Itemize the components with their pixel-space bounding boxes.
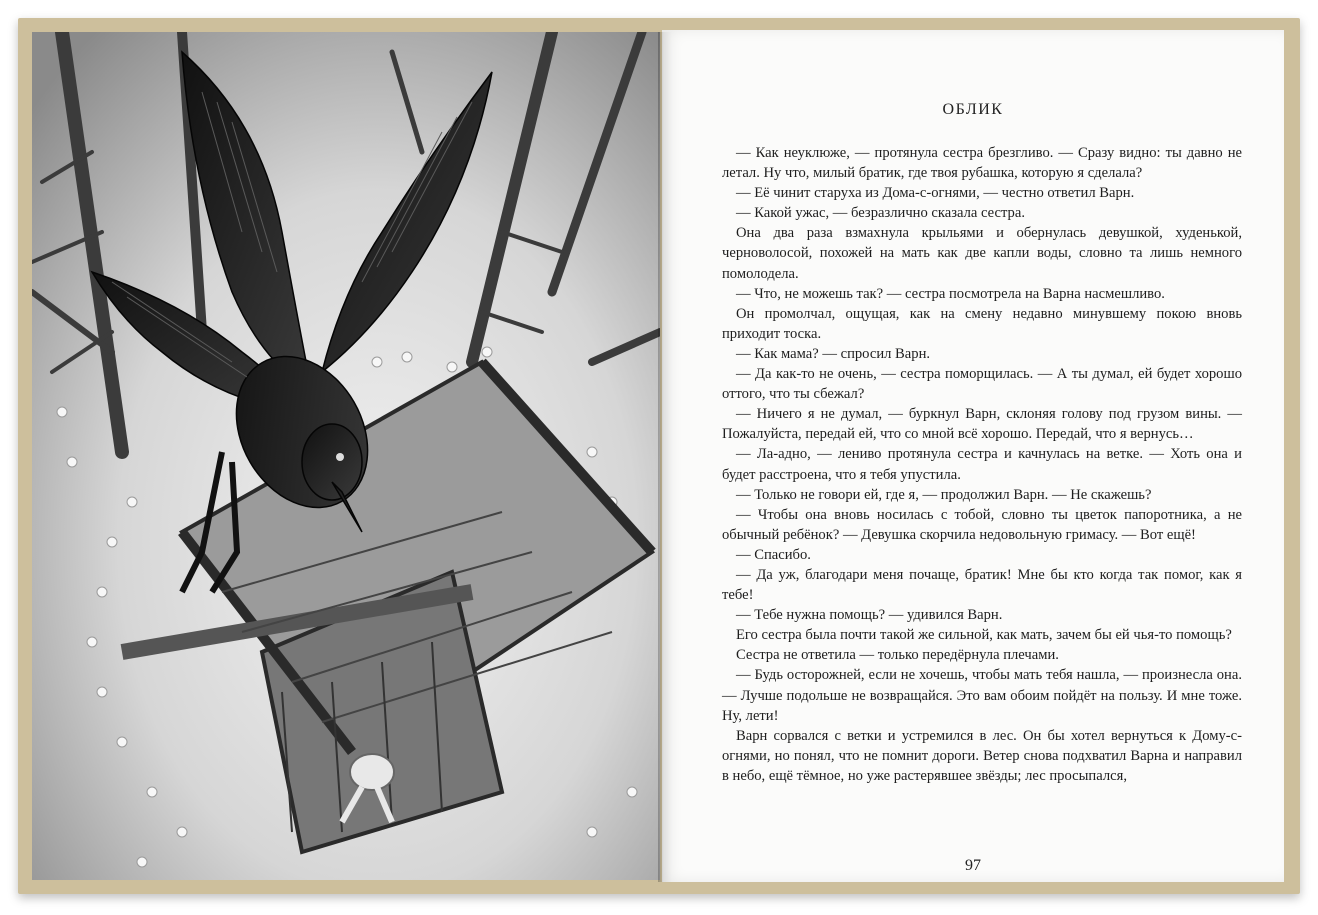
paragraph: Сестра не ответила — только передёрнула плечами.	[736, 647, 1059, 664]
paragraph: Варн сорвался с ветки и устремился в лес. Он бы хотел вернуться к Дому-с-огнями, но понял, что не помнит дороги. Ветер снова подхватил Варна и направил в небо, ещё тёмное, но уже растерявшее звёзды; лес просыпался,	[722, 727, 1242, 784]
paragraph: — Ла-адно, — лениво протянула сестра и качнулась на ветке. — Хоть она и будет расстроена, что я тебя упустила.	[722, 446, 1242, 483]
paragraph: — Её чинит старуха из Дома-с-огнями, — честно ответил Варн.	[736, 185, 1135, 202]
paragraph: Он промолчал, ощущая, как на смену недавно минувшему покою вновь приходит тоска.	[722, 305, 1242, 342]
paragraph: — Ничего я не думал, — буркнул Варн, склоняя голову под грузом вины. — Пожалуйста, передай ей, что со мной всё хорошо. Передай, что я вернусь…	[722, 406, 1242, 443]
raven-illustration	[32, 32, 660, 880]
paragraph: Она два раза взмахнула крыльями и обернулась девушкой, худенькой, черноволосой, похожей на мать как две капли воды, словно та лишь немного помолодела.	[722, 225, 1242, 282]
paragraph: — Будь осторожней, если не хочешь, чтобы мать тебя нашла, — произнесла она. — Лучше подольше не возвращайся. Это вам обоим пойдёт на пользу. И мне тоже. Ну, лети!	[722, 667, 1242, 724]
paragraph: Его сестра была почти такой же сильной, как мать, зачем бы ей чья-то помощь?	[736, 627, 1232, 644]
paragraph: — Что, не можешь так? — сестра посмотрела на Варна насмешливо.	[736, 285, 1165, 302]
illustration-page	[32, 32, 660, 880]
paragraph: — Да как-то не очень, — сестра поморщилась. — А ты думал, ей будет хорошо оттого, что ты сбежал?	[722, 366, 1242, 403]
text-page	[662, 30, 1284, 882]
paragraph: — Как мама? — спросил Варн.	[736, 345, 931, 362]
paragraph: — Да уж, благодари меня почаще, братик! Мне бы кто когда так помог, как я тебе!	[722, 566, 1242, 604]
paragraph: — Какой ужас, — безразлично сказала сестра.	[736, 205, 1025, 222]
running-head: ОБЛИК	[942, 101, 1004, 118]
paragraph: — Как неуклюже, — протянула сестра брезгливо. — Сразу видно: ты давно не летал. Ну что, милый братик, где твоя рубашка, которую я сделала?	[722, 145, 1242, 182]
paragraph: — Спасибо.	[736, 546, 811, 563]
page-number: 97	[965, 857, 981, 874]
book-gutter	[658, 32, 672, 882]
paragraph: — Тебе нужна помощь? — удивился Варн.	[736, 607, 1003, 624]
text-block	[722, 143, 1242, 786]
paragraph: — Чтобы она вновь носилась с тобой, словно ты цветок папоротника, а не обычный ребёнок? — Девушка скорчила недовольную гримасу. — Вот ещё!	[722, 506, 1242, 543]
paragraph: — Только не говори ей, где я, — продолжил Варн. — Не скажешь?	[736, 486, 1152, 503]
